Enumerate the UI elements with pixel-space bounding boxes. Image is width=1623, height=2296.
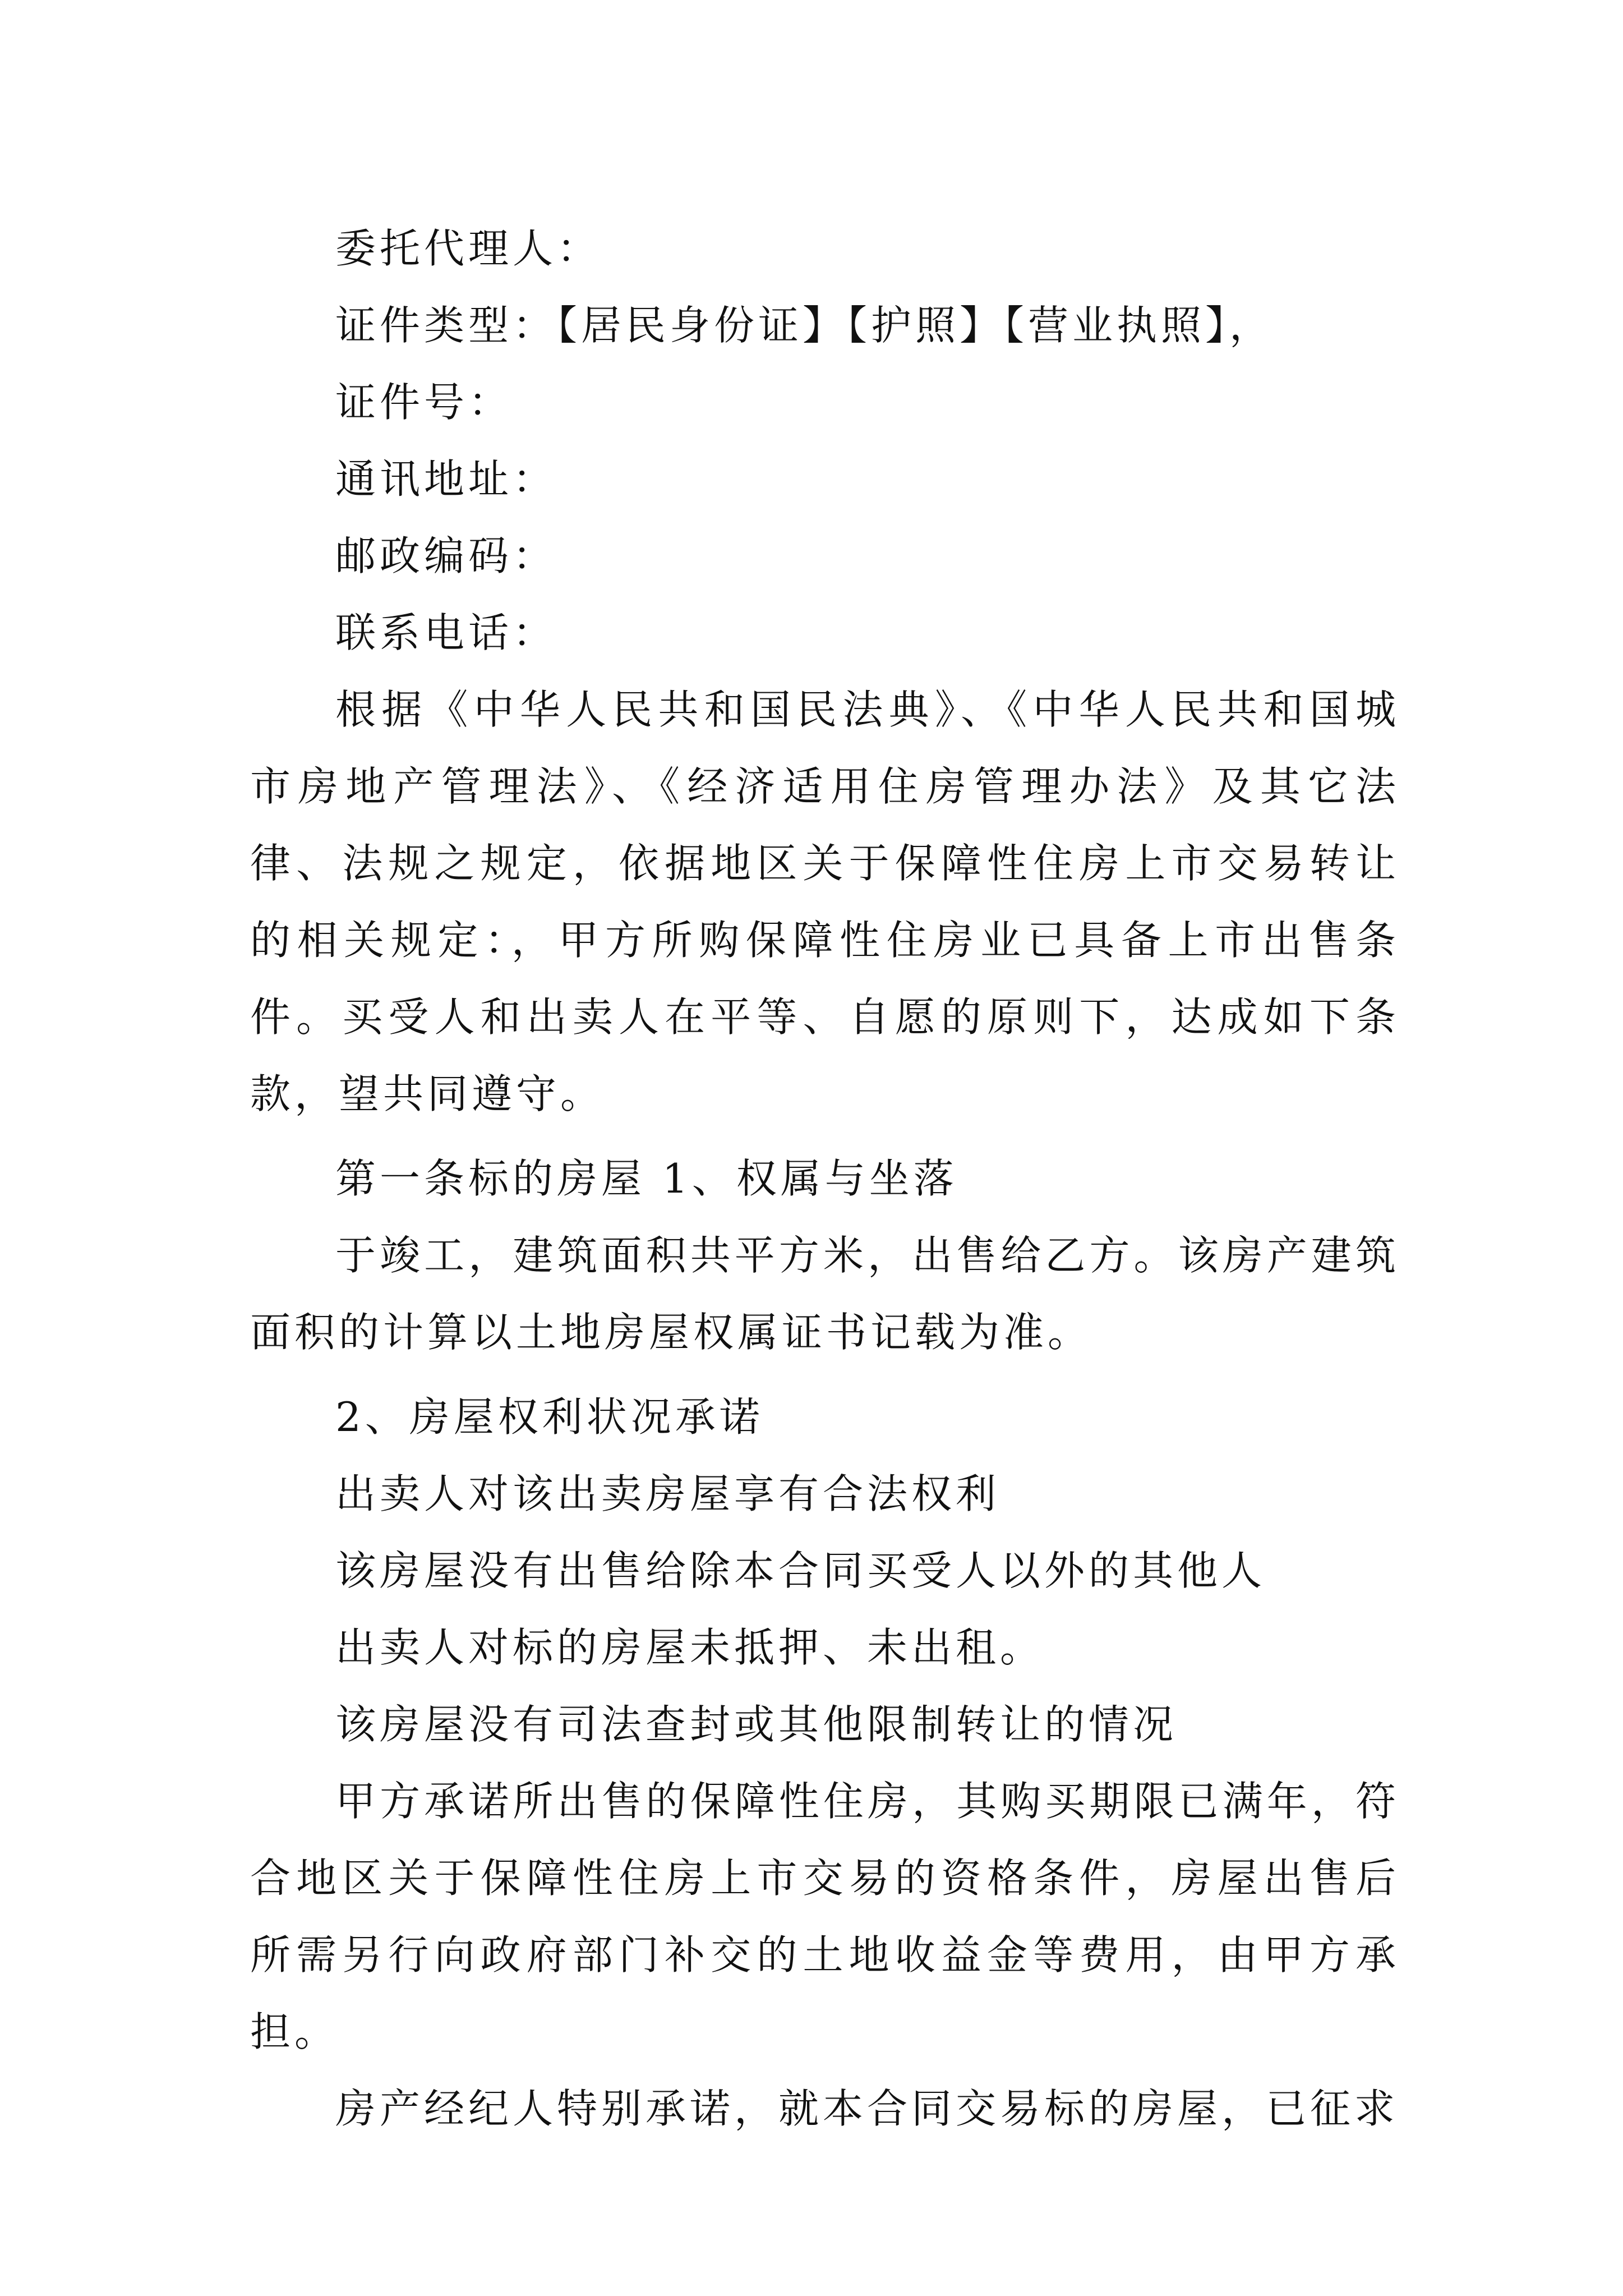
rights-item-not-sold: 该房屋没有出售给除本合同买受人以外的其他人 bbox=[335, 1547, 1266, 1594]
completion-area-paragraph: 于竣工，建筑面积共平方米，出售给乙方。该房产建筑面积的计算以土地房屋权属证书记载为准。 bbox=[250, 1232, 1400, 1356]
postcode-label: 邮政编码： bbox=[335, 532, 557, 579]
rights-item-no-seizure: 该房屋没有司法查封或其他限制转让的情况 bbox=[335, 1701, 1178, 1748]
id-type-line: 证件类型：【居民身份证】【护照】【营业执照】， bbox=[335, 302, 1274, 349]
phone-label: 联系电话： bbox=[335, 609, 557, 656]
article-one-heading: 第一条标的房屋 1、权属与坐落 bbox=[335, 1155, 958, 1202]
agent-label: 委托代理人： bbox=[335, 225, 602, 272]
broker-commitment-paragraph: 房产经纪人特别承诺，就本合同交易标的房屋，已征求 bbox=[335, 2085, 1399, 2132]
id-number-label: 证件号： bbox=[335, 379, 513, 426]
rights-item-legal: 出卖人对该出卖房屋享有合法权利 bbox=[335, 1470, 1000, 1517]
legal-basis-paragraph: 根据《中华人民共和国民法典》、《中华人民共和国城市房地产管理法》、《经济适用住房管理办法》及其它法律、法规之规定，依据地区关于保障性住房上市交易转让的相关规定：，甲方所购保障性住房业已具备上市出售条件。买受人和出卖人在平等、自愿的原则下，达成如下条款，望共同遵守。 bbox=[250, 686, 1400, 1117]
party-a-commitment-paragraph: 甲方承诺所出售的保障性住房，其购买期限已满年，符合地区关于保障性住房上市交易的资格条件，房屋出售后所需另行向政府部门补交的土地收益金等费用，由甲方承担。 bbox=[250, 1778, 1400, 2055]
document-body bbox=[250, 210, 1400, 2147]
address-label: 通讯地址： bbox=[335, 455, 557, 503]
rights-item-not-mortgaged: 出卖人对标的房屋未抵押、未出租。 bbox=[335, 1624, 1045, 1671]
rights-status-heading: 2、房屋权利状况承诺 bbox=[335, 1393, 764, 1441]
